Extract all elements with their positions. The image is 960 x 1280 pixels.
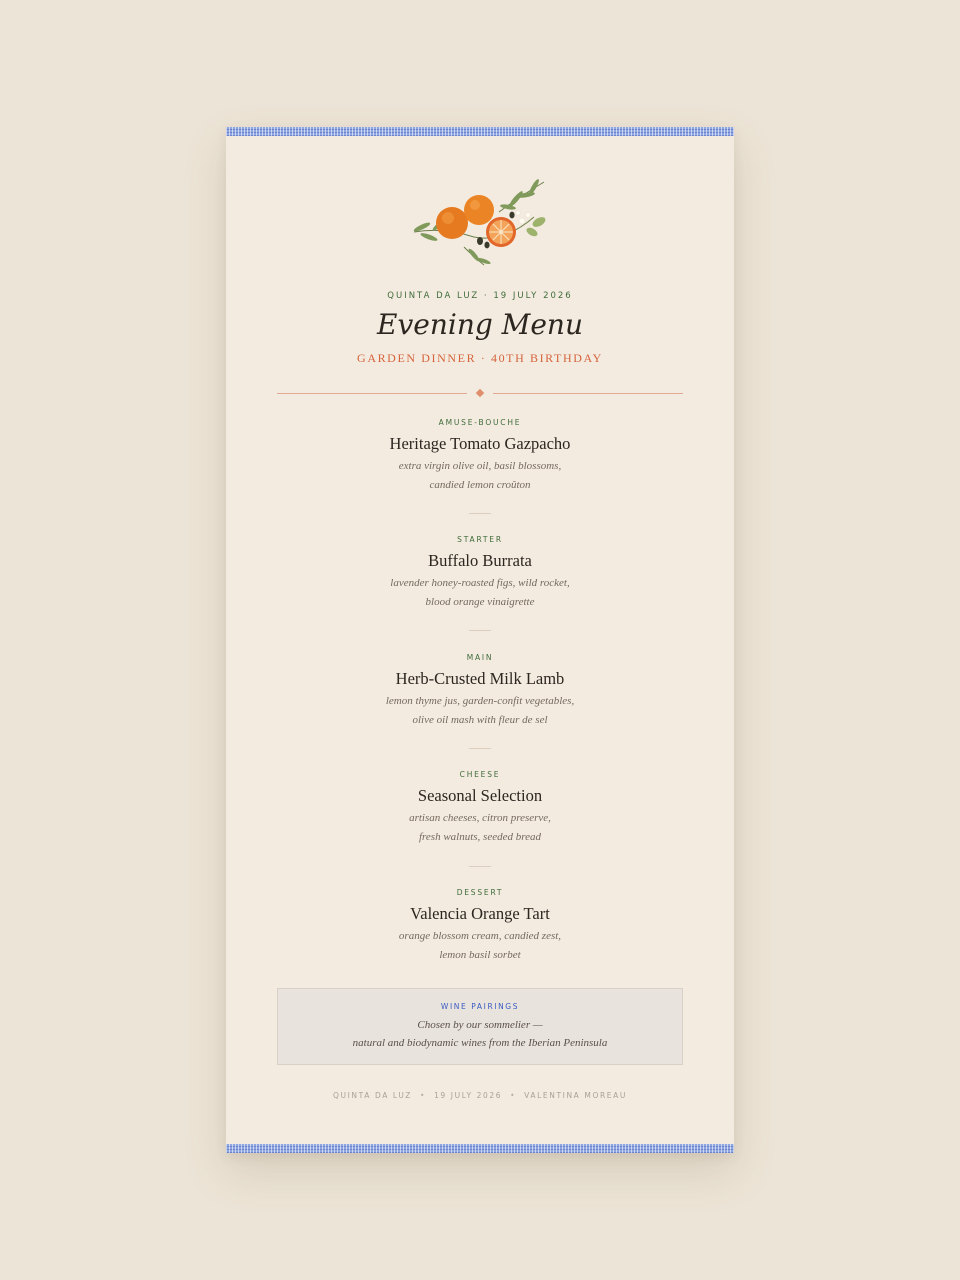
divider-line-right (493, 393, 683, 394)
course-separator (469, 748, 491, 749)
course-description-line: extra virgin olive oil, basil blossoms, (398, 460, 562, 472)
course-description (226, 927, 734, 965)
course-label: MAIN (466, 653, 494, 662)
course-label: CHEESE (459, 770, 501, 779)
wine-pairings-description (278, 1016, 682, 1052)
occasion-subtitle: GARDEN DINNER · 40TH BIRTHDAY (357, 351, 603, 365)
course-name: Buffalo Burrata (428, 551, 532, 570)
course-main (226, 652, 734, 730)
course-description-line: blood orange vinaigrette (425, 596, 535, 608)
course-amuse-bouche (226, 417, 734, 495)
course-description-line: olive oil mash with fleur de sel (412, 714, 548, 726)
course-description-line: candied lemon croûton (429, 479, 531, 491)
page-title: Evening Menu (377, 308, 583, 341)
gingham-trim-top (226, 127, 734, 136)
footer-separator: • (420, 1091, 427, 1100)
footer (226, 1090, 734, 1102)
course-description (226, 809, 734, 847)
course-description-line: orange blossom cream, candied zest, (398, 930, 562, 942)
course-separator (469, 513, 491, 514)
course-label: STARTER (457, 535, 503, 544)
course-description-line: lemon basil sorbet (439, 949, 521, 961)
wine-pairings-label: WINE PAIRINGS (440, 1002, 520, 1011)
course-name: Herb-Crusted Milk Lamb (395, 669, 565, 688)
course-name: Heritage Tomato Gazpacho (389, 434, 571, 453)
oranges-illustration-icon (404, 177, 554, 269)
course-separator (469, 866, 491, 867)
course-dessert (226, 887, 734, 965)
course-cheese (226, 769, 734, 847)
course-starter (226, 534, 734, 612)
course-name: Seasonal Selection (417, 786, 543, 805)
course-description-line: lavender honey-roasted figs, wild rocket, (390, 577, 570, 589)
footer-venue: QUINTA DA LUZ (333, 1091, 413, 1100)
course-label: AMUSE-BOUCHE (438, 418, 522, 427)
course-description-line: artisan cheeses, citron preserve, (409, 812, 551, 824)
menu-card (226, 127, 734, 1153)
course-description (226, 574, 734, 612)
gingham-trim-bottom (226, 1144, 734, 1153)
wine-description-line: Chosen by our sommelier — (417, 1019, 543, 1031)
wine-description-line: natural and biodynamic wines from the Iberian Peninsula (352, 1037, 608, 1049)
course-description-line: lemon thyme jus, garden-confit vegetables, (385, 695, 575, 707)
footer-host: VALENTINA MOREAU (524, 1091, 627, 1100)
divider-diamond-icon (476, 389, 484, 397)
course-description (226, 692, 734, 730)
course-description (226, 457, 734, 495)
footer-date: 19 JULY 2026 (434, 1091, 503, 1100)
wine-pairings-box (277, 988, 683, 1065)
venue-date: QUINTA DA LUZ · 19 JULY 2026 (387, 291, 573, 301)
course-name: Valencia Orange Tart (410, 904, 550, 923)
course-separator (469, 630, 491, 631)
divider-line-left (277, 393, 467, 394)
footer-separator: • (510, 1091, 517, 1100)
course-label: DESSERT (456, 888, 504, 897)
course-description-line: fresh walnuts, seeded bread (418, 831, 541, 843)
